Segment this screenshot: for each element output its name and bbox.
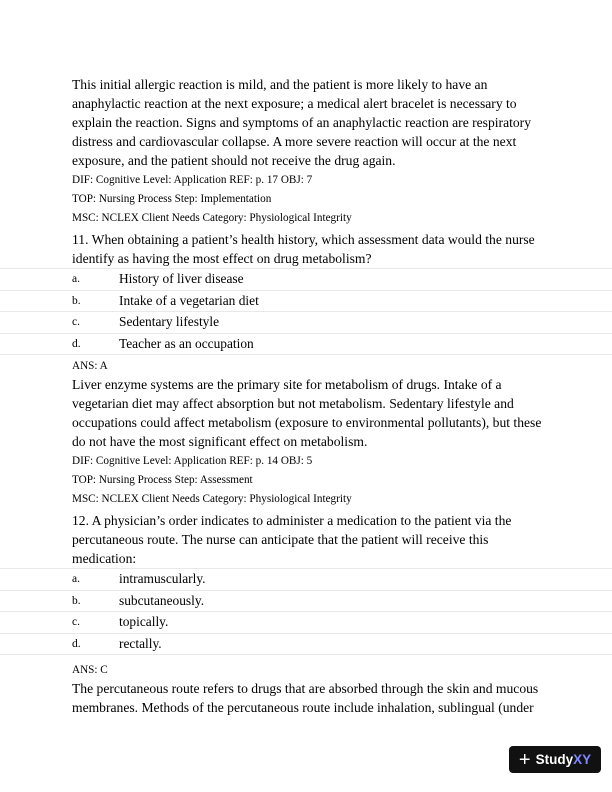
question-12-stem: 12. A physician’s order indicates to administer a medication to the patient via the percutaneous route. The nurse can anticipate that the patient will receive this medication: bbox=[72, 513, 512, 566]
intro-paragraph: This initial allergic reaction is mild, and the patient is more likely to have an anaphylactic reaction at the next exposure; a medical alert bracelet is necessary to explain the reaction. Signs and symptoms of an anaphylactic reaction are respiratory distress and cardiovascular collapse. A more severe reaction will occur at the next exposure, and the patient should not receive the drug again. bbox=[72, 77, 532, 168]
intro-meta bbox=[72, 173, 542, 225]
intro-msc: MSC: NCLEX Client Needs Category: Physiological Integrity bbox=[72, 212, 352, 224]
choice-text: Teacher as an occupation bbox=[119, 335, 254, 351]
choice-letter: c. bbox=[72, 316, 80, 329]
choice-row bbox=[0, 312, 612, 334]
choice-letter: b. bbox=[72, 294, 81, 307]
choice-letter: c. bbox=[72, 616, 80, 629]
choice-row bbox=[0, 634, 612, 656]
question-11-stem: 11. When obtaining a patient’s health history, which assessment data would the nurse identify as having the most effect on drug metabolism? bbox=[72, 232, 535, 266]
question-11-top: TOP: Nursing Process Step: Assessment bbox=[72, 474, 253, 486]
question-12-rationale: The percutaneous route refers to drugs that are absorbed through the skin and mucous membranes. Methods of the percutaneous route include inhalation, sublingual (under bbox=[72, 681, 539, 715]
choice-letter: b. bbox=[72, 594, 81, 607]
choice-text: History of liver disease bbox=[119, 271, 244, 287]
choice-row bbox=[0, 612, 612, 634]
question-12-choices bbox=[0, 568, 612, 655]
intro-dif: DIF: Cognitive Level: Application REF: p. 17 OBJ: 7 bbox=[72, 174, 313, 186]
badge-label-study: Study bbox=[535, 752, 574, 767]
choice-letter: a. bbox=[72, 573, 80, 586]
choice-text: Sedentary lifestyle bbox=[119, 314, 220, 330]
question-11-msc: MSC: NCLEX Client Needs Category: Physiological Integrity bbox=[72, 493, 352, 505]
choice-row bbox=[0, 268, 612, 291]
question-11-answer: ANS: A bbox=[72, 360, 108, 372]
plus-icon: + bbox=[518, 748, 531, 771]
choice-letter: d. bbox=[72, 637, 81, 650]
choice-text: topically. bbox=[119, 614, 169, 630]
question-11-rationale: Liver enzyme systems are the primary site for metabolism of drugs. Intake of a vegetarian diet may affect absorption but not metabolism. Sedentary lifestyle and occupations could affect metabolism (exposure to environmental pollutants), but these do not have the most significant effect on metabolism. bbox=[72, 377, 542, 449]
choice-text: rectally. bbox=[119, 635, 162, 651]
badge-label bbox=[536, 752, 592, 767]
choice-row bbox=[0, 591, 612, 613]
question-12-answer: ANS: C bbox=[72, 664, 108, 676]
choice-text: subcutaneously. bbox=[119, 592, 205, 608]
question-11-dif: DIF: Cognitive Level: Application REF: p. 14 OBJ: 5 bbox=[72, 455, 313, 467]
choice-row bbox=[0, 334, 612, 356]
question-11-choices bbox=[0, 268, 612, 355]
intro-top: TOP: Nursing Process Step: Implementation bbox=[72, 193, 272, 205]
choice-text: intramuscularly. bbox=[119, 571, 206, 587]
choice-letter: a. bbox=[72, 273, 80, 286]
choice-row bbox=[0, 568, 612, 591]
page-content bbox=[72, 75, 542, 717]
studyxy-badge[interactable] bbox=[509, 746, 601, 773]
badge-label-xy: XY bbox=[573, 752, 592, 767]
question-11-meta bbox=[72, 454, 542, 506]
choice-text: Intake of a vegetarian diet bbox=[119, 292, 259, 308]
choice-row bbox=[0, 291, 612, 313]
choice-letter: d. bbox=[72, 337, 81, 350]
